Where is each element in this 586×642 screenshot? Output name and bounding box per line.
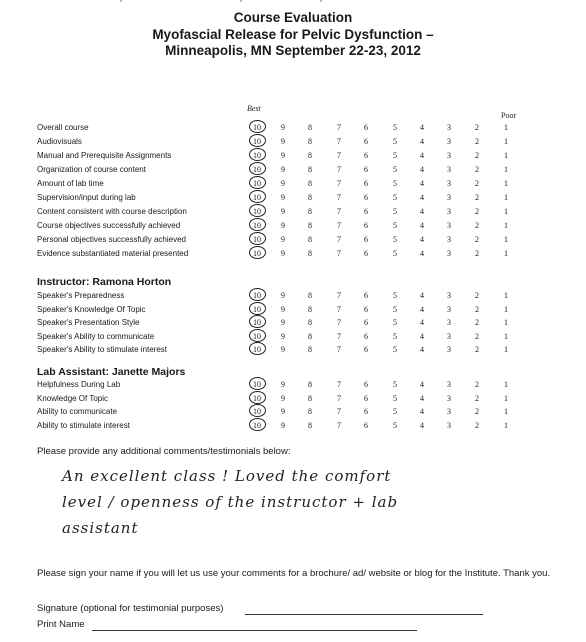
title-line-2: Myofascial Release for Pelvic Dysfunction – [152, 26, 434, 42]
rating-option-4[interactable]: 4 [420, 318, 424, 327]
handwritten-comment-line-2: level / openness of the instructor + lab [62, 493, 399, 511]
course-item-row-label: Supervision/input during lab [37, 193, 136, 202]
rating-option-5[interactable]: 5 [393, 179, 397, 188]
rating-option-8[interactable]: 8 [308, 318, 312, 327]
rating-option-9[interactable]: 9 [281, 318, 285, 327]
rating-option-7[interactable]: 7 [337, 380, 341, 389]
rating-option-5[interactable]: 5 [393, 235, 397, 244]
rating-option-3[interactable]: 3 [447, 165, 451, 174]
rating-option-8[interactable]: 8 [308, 407, 312, 416]
rating-option-1[interactable]: 1 [504, 123, 508, 132]
rating-option-8[interactable]: 8 [308, 331, 312, 341]
rating-option-2[interactable]: 2 [475, 165, 479, 174]
selected-rating-circle [249, 176, 266, 189]
rating-option-6[interactable]: 6 [364, 179, 368, 188]
rating-option-10[interactable]: 10 [253, 318, 261, 327]
rating-option-3[interactable]: 3 [447, 123, 451, 132]
course-item-row [0, 149, 586, 162]
course-item-row-label: Organization of course content [37, 165, 146, 174]
rating-option-7[interactable]: 7 [337, 179, 341, 188]
rating-option-6[interactable]: 6 [364, 193, 368, 202]
rating-option-1[interactable]: 1 [504, 318, 508, 327]
lab-item-row [0, 392, 586, 405]
selected-rating-circle [249, 342, 266, 355]
rating-option-8[interactable]: 8 [308, 291, 312, 300]
course-item-row-label: Content consistent with course description [37, 207, 187, 216]
rating-option-10[interactable]: 10 [253, 380, 261, 389]
rating-option-6[interactable]: 6 [364, 235, 368, 244]
selected-rating-circle [249, 148, 266, 161]
rating-option-4[interactable]: 4 [420, 420, 424, 430]
rating-option-6[interactable]: 6 [364, 345, 368, 354]
lab-item-row [0, 405, 586, 418]
course-item-row [0, 219, 586, 232]
rating-option-9[interactable]: 9 [281, 151, 285, 160]
rating-option-3[interactable]: 3 [447, 249, 451, 258]
rating-option-10[interactable]: 10 [253, 345, 261, 354]
rating-option-6[interactable]: 6 [364, 249, 368, 258]
rating-option-4[interactable]: 4 [420, 380, 424, 389]
best-label: Best [247, 104, 261, 113]
rating-option-4[interactable]: 4 [420, 235, 424, 244]
rating-option-4[interactable]: 4 [420, 207, 424, 216]
instructor-item-row [0, 289, 586, 302]
rating-option-4[interactable]: 4 [420, 151, 424, 160]
rating-option-8[interactable]: 8 [308, 393, 312, 403]
rating-option-2[interactable]: 2 [475, 304, 479, 314]
rating-option-9[interactable]: 9 [281, 193, 285, 202]
rating-option-4[interactable]: 4 [420, 331, 424, 341]
instructor-item-row-label: Speaker's Knowledge Of Topic [37, 304, 146, 314]
rating-option-3[interactable]: 3 [447, 318, 451, 327]
rating-option-7[interactable]: 7 [337, 318, 341, 327]
selected-rating-circle [249, 302, 266, 315]
print-name-line[interactable] [92, 630, 417, 631]
rating-option-10[interactable]: 10 [253, 249, 261, 258]
signature-line[interactable] [245, 614, 483, 615]
course-item-row [0, 121, 586, 134]
lab-item-row [0, 378, 586, 391]
lab-item-row-label: Knowledge Of Topic [37, 393, 109, 403]
rating-option-2[interactable]: 2 [475, 291, 479, 300]
selected-rating-circle [249, 377, 266, 390]
rating-option-3[interactable]: 3 [447, 291, 451, 300]
rating-option-5[interactable]: 5 [393, 318, 397, 327]
form-title [0, 10, 586, 60]
selected-rating-circle [249, 162, 266, 175]
rating-option-5[interactable]: 5 [393, 165, 397, 174]
rating-option-9[interactable]: 9 [281, 304, 285, 314]
rating-option-6[interactable]: 6 [364, 123, 368, 132]
rating-option-4[interactable]: 4 [420, 291, 424, 300]
rating-option-7[interactable]: 7 [337, 420, 341, 430]
rating-option-1[interactable]: 1 [504, 407, 508, 416]
rating-option-6[interactable]: 6 [364, 137, 368, 146]
rating-option-5[interactable]: 5 [393, 151, 397, 160]
rating-option-7[interactable]: 7 [337, 137, 341, 146]
rating-option-9[interactable]: 9 [281, 345, 285, 354]
instructor-item-row-label: Speaker's Ability to stimulate interest [37, 345, 168, 354]
title-line-1: Course Evaluation [233, 10, 353, 25]
rating-option-8[interactable]: 8 [308, 165, 312, 174]
handwritten-comment-line-3: assistant [62, 519, 139, 537]
poor-label: Poor [501, 111, 517, 120]
course-item-row-label: Manual and Prerequisite Assignments [37, 151, 172, 160]
instructor-item-row-label: Speaker's Preparedness [37, 291, 125, 300]
rating-option-1[interactable]: 1 [504, 235, 508, 244]
rating-option-8[interactable]: 8 [308, 137, 312, 146]
lab-item-row [0, 419, 586, 432]
rating-option-9[interactable]: 9 [281, 235, 285, 244]
title-line-3: Minneapolis, MN September 22-23, 2012 [165, 43, 421, 58]
course-item-row [0, 233, 586, 246]
rating-option-3[interactable]: 3 [447, 207, 451, 216]
rating-option-6[interactable]: 6 [364, 393, 368, 403]
rating-option-10[interactable]: 10 [253, 179, 261, 188]
course-item-row-label: Personal objectives successfully achieved [37, 235, 186, 244]
rating-option-3[interactable]: 3 [447, 137, 451, 146]
rating-option-7[interactable]: 7 [337, 407, 341, 416]
rating-option-4[interactable]: 4 [420, 407, 424, 416]
selected-rating-circle [249, 404, 266, 417]
rating-option-3[interactable]: 3 [447, 393, 451, 403]
rating-option-7[interactable]: 7 [337, 331, 341, 341]
rating-option-9[interactable]: 9 [281, 380, 285, 389]
rating-option-5[interactable]: 5 [393, 207, 397, 216]
instructor-heading: Instructor: Ramona Horton [37, 276, 172, 288]
rating-option-9[interactable]: 9 [281, 207, 285, 216]
rating-option-4[interactable]: 4 [420, 179, 424, 188]
selected-rating-circle [249, 391, 266, 404]
course-item-row-label: Amount of lab time [37, 179, 104, 188]
rating-option-3[interactable]: 3 [447, 331, 451, 341]
rating-option-10[interactable]: 10 [253, 221, 261, 230]
selected-rating-circle [249, 329, 266, 342]
instructor-item-row-label: Speaker's Presentation Style [37, 318, 140, 327]
rating-option-9[interactable]: 9 [281, 179, 285, 188]
rating-option-10[interactable]: 10 [253, 193, 261, 202]
rating-option-6[interactable]: 6 [364, 318, 368, 327]
course-item-row [0, 191, 586, 204]
rating-option-1[interactable]: 1 [504, 137, 508, 146]
rating-option-6[interactable]: 6 [364, 291, 368, 300]
rating-option-4[interactable]: 4 [420, 137, 424, 146]
rating-option-6[interactable]: 6 [364, 420, 368, 430]
selected-rating-circle [249, 315, 266, 328]
selected-rating-circle [249, 204, 266, 217]
rating-option-8[interactable]: 8 [308, 151, 312, 160]
course-item-row-label: Course objectives successfully achieved [37, 221, 181, 230]
course-item-row-label: Audiovisuals [37, 137, 82, 146]
rating-option-8[interactable]: 8 [308, 179, 312, 188]
scan-mark [240, 0, 242, 2]
lab-assistant-heading: Lab Assistant: Janette Majors [37, 366, 186, 378]
rating-option-7[interactable]: 7 [337, 165, 341, 174]
rating-option-9[interactable]: 9 [281, 123, 285, 132]
rating-option-9[interactable]: 9 [281, 221, 285, 230]
rating-option-6[interactable]: 6 [364, 380, 368, 389]
rating-option-3[interactable]: 3 [447, 221, 451, 230]
rating-option-4[interactable]: 4 [420, 393, 424, 403]
rating-option-5[interactable]: 5 [393, 304, 397, 314]
rating-option-1[interactable]: 1 [504, 151, 508, 160]
rating-option-7[interactable]: 7 [337, 123, 341, 132]
rating-option-5[interactable]: 5 [393, 331, 397, 341]
rating-option-9[interactable]: 9 [281, 137, 285, 146]
rating-option-5[interactable]: 5 [393, 393, 397, 403]
rating-option-8[interactable]: 8 [308, 221, 312, 230]
rating-option-8[interactable]: 8 [308, 207, 312, 216]
rating-option-5[interactable]: 5 [393, 380, 397, 389]
rating-option-2[interactable]: 2 [475, 123, 479, 132]
rating-option-2[interactable]: 2 [475, 345, 479, 354]
rating-option-2[interactable]: 2 [475, 193, 479, 202]
rating-option-7[interactable]: 7 [337, 291, 341, 300]
rating-option-7[interactable]: 7 [337, 207, 341, 216]
rating-option-8[interactable]: 8 [308, 235, 312, 244]
course-item-row-label: Overall course [37, 123, 89, 132]
instructor-item-row [0, 316, 586, 329]
rating-option-6[interactable]: 6 [364, 331, 368, 341]
rating-option-5[interactable]: 5 [393, 137, 397, 146]
selected-rating-circle [249, 246, 266, 259]
rating-option-5[interactable]: 5 [393, 193, 397, 202]
rating-option-7[interactable]: 7 [337, 393, 341, 403]
rating-option-10[interactable]: 10 [253, 407, 261, 416]
rating-option-3[interactable]: 3 [447, 235, 451, 244]
print-name-label: Print Name [37, 619, 85, 630]
instructor-item-row [0, 343, 586, 356]
rating-option-10[interactable]: 10 [253, 393, 261, 403]
rating-option-2[interactable]: 2 [475, 235, 479, 244]
rating-option-5[interactable]: 5 [393, 291, 397, 300]
course-item-row [0, 247, 586, 260]
rating-option-1[interactable]: 1 [504, 291, 508, 300]
rating-option-3[interactable]: 3 [447, 179, 451, 188]
rating-option-3[interactable]: 3 [447, 151, 451, 160]
rating-option-10[interactable]: 10 [253, 304, 261, 314]
rating-option-4[interactable]: 4 [420, 345, 424, 354]
rating-option-1[interactable]: 1 [504, 304, 508, 314]
rating-option-4[interactable]: 4 [420, 193, 424, 202]
lab-item-row-label: Ability to communicate [37, 407, 118, 416]
rating-option-8[interactable]: 8 [308, 193, 312, 202]
rating-option-7[interactable]: 7 [337, 235, 341, 244]
rating-option-9[interactable]: 9 [281, 165, 285, 174]
rating-option-8[interactable]: 8 [308, 304, 312, 314]
rating-option-1[interactable]: 1 [504, 165, 508, 174]
course-item-row [0, 135, 586, 148]
rating-option-2[interactable]: 2 [475, 137, 479, 146]
rating-option-7[interactable]: 7 [337, 304, 341, 314]
rating-option-3[interactable]: 3 [447, 193, 451, 202]
rating-option-9[interactable]: 9 [281, 393, 285, 403]
rating-option-2[interactable]: 2 [475, 207, 479, 216]
rating-option-5[interactable]: 5 [393, 345, 397, 354]
rating-option-6[interactable]: 6 [364, 151, 368, 160]
rating-option-6[interactable]: 6 [364, 221, 368, 230]
selected-rating-circle [249, 120, 266, 133]
selected-rating-circle [249, 418, 266, 431]
rating-option-2[interactable]: 2 [475, 179, 479, 188]
rating-option-5[interactable]: 5 [393, 420, 397, 430]
rating-option-4[interactable]: 4 [420, 249, 424, 258]
rating-option-9[interactable]: 9 [281, 331, 285, 341]
rating-option-1[interactable]: 1 [504, 393, 508, 403]
course-item-row [0, 205, 586, 218]
rating-option-8[interactable]: 8 [308, 380, 312, 389]
rating-option-9[interactable]: 9 [281, 249, 285, 258]
rating-option-2[interactable]: 2 [475, 420, 479, 430]
lab-item-row-label: Helpfulness During Lab [37, 380, 121, 389]
rating-option-10[interactable]: 10 [253, 165, 261, 174]
rating-option-1[interactable]: 1 [504, 221, 508, 230]
selected-rating-circle [249, 218, 266, 231]
rating-option-8[interactable]: 8 [308, 123, 312, 132]
course-item-row-label: Evidence substantiated material presented [37, 249, 189, 258]
rating-option-4[interactable]: 4 [420, 123, 424, 132]
comments-prompt: Please provide any additional comments/testimonials below: [37, 446, 291, 457]
selected-rating-circle [249, 288, 266, 301]
rating-option-2[interactable]: 2 [475, 393, 479, 403]
rating-option-3[interactable]: 3 [447, 420, 451, 430]
instructor-item-row-label: Speaker's Ability to communicate [37, 331, 155, 341]
rating-option-1[interactable]: 1 [504, 420, 508, 430]
course-item-row [0, 177, 586, 190]
rating-option-10[interactable]: 10 [253, 123, 261, 132]
rating-option-3[interactable]: 3 [447, 345, 451, 354]
rating-option-9[interactable]: 9 [281, 420, 285, 430]
handwritten-comment-line-1: An excellent class ! Loved the comfort [62, 467, 392, 485]
rating-option-6[interactable]: 6 [364, 207, 368, 216]
rating-option-1[interactable]: 1 [504, 331, 508, 341]
scan-mark [120, 0, 122, 2]
rating-option-2[interactable]: 2 [475, 407, 479, 416]
rating-option-9[interactable]: 9 [281, 291, 285, 300]
signature-label: Signature (optional for testimonial purposes) [37, 603, 224, 614]
rating-option-2[interactable]: 2 [475, 331, 479, 341]
rating-option-10[interactable]: 10 [253, 207, 261, 216]
selected-rating-circle [249, 190, 266, 203]
signature-note: Please sign your name if you will let us use your comments for a brochure/ ad/ website or blog for the Institute. Thank you. [37, 568, 551, 579]
rating-option-4[interactable]: 4 [420, 304, 424, 314]
instructor-item-row [0, 330, 586, 343]
scan-mark [320, 0, 322, 2]
rating-option-2[interactable]: 2 [475, 318, 479, 327]
rating-option-3[interactable]: 3 [447, 380, 451, 389]
rating-option-2[interactable]: 2 [475, 249, 479, 258]
rating-option-7[interactable]: 7 [337, 249, 341, 258]
rating-option-4[interactable]: 4 [420, 165, 424, 174]
rating-option-9[interactable]: 9 [281, 407, 285, 416]
rating-option-8[interactable]: 8 [308, 249, 312, 258]
rating-option-1[interactable]: 1 [504, 207, 508, 216]
course-item-row [0, 163, 586, 176]
rating-option-4[interactable]: 4 [420, 221, 424, 230]
rating-option-7[interactable]: 7 [337, 193, 341, 202]
rating-option-1[interactable]: 1 [504, 345, 508, 354]
rating-option-10[interactable]: 10 [253, 151, 261, 160]
lab-item-row-label: Ability to stimulate interest [37, 420, 130, 430]
rating-option-10[interactable]: 10 [253, 137, 261, 146]
rating-option-6[interactable]: 6 [364, 165, 368, 174]
rating-option-10[interactable]: 10 [253, 291, 261, 300]
rating-option-10[interactable]: 10 [253, 420, 261, 430]
rating-option-6[interactable]: 6 [364, 407, 368, 416]
rating-option-7[interactable]: 7 [337, 221, 341, 230]
rating-option-10[interactable]: 10 [253, 331, 261, 341]
rating-option-2[interactable]: 2 [475, 221, 479, 230]
rating-option-10[interactable]: 10 [253, 235, 261, 244]
rating-option-5[interactable]: 5 [393, 221, 397, 230]
rating-option-1[interactable]: 1 [504, 249, 508, 258]
rating-option-6[interactable]: 6 [364, 304, 368, 314]
rating-option-7[interactable]: 7 [337, 345, 341, 354]
selected-rating-circle [249, 232, 266, 245]
rating-option-8[interactable]: 8 [308, 345, 312, 354]
rating-option-5[interactable]: 5 [393, 249, 397, 258]
rating-option-1[interactable]: 1 [504, 193, 508, 202]
instructor-item-row [0, 303, 586, 316]
rating-option-8[interactable]: 8 [308, 420, 312, 430]
rating-option-1[interactable]: 1 [504, 179, 508, 188]
rating-option-5[interactable]: 5 [393, 407, 397, 416]
rating-option-3[interactable]: 3 [447, 304, 451, 314]
rating-option-1[interactable]: 1 [504, 380, 508, 389]
rating-option-3[interactable]: 3 [447, 407, 451, 416]
rating-option-7[interactable]: 7 [337, 151, 341, 160]
selected-rating-circle [249, 134, 266, 147]
rating-option-2[interactable]: 2 [475, 151, 479, 160]
rating-option-5[interactable]: 5 [393, 123, 397, 132]
rating-option-2[interactable]: 2 [475, 380, 479, 389]
